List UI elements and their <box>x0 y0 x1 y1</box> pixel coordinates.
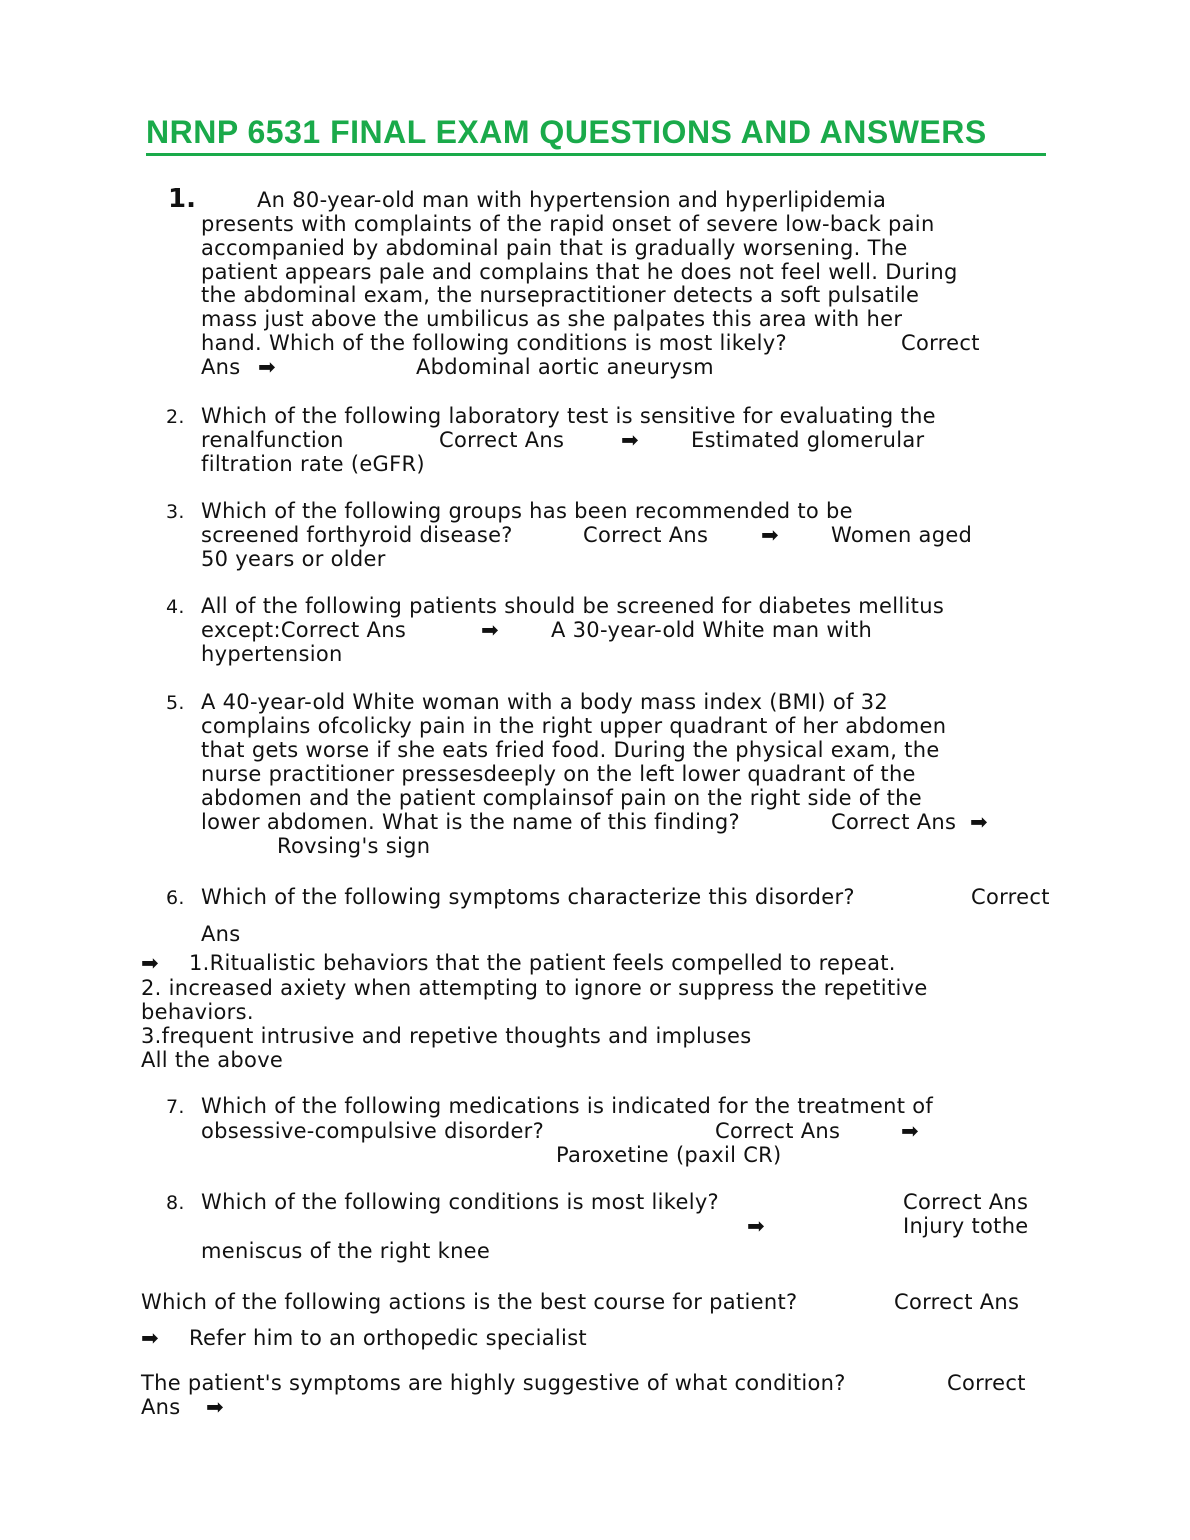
question-text: Which of the following actions is the best course for patient? <box>141 1290 798 1314</box>
answer-text: A 30-year-old White man with <box>551 618 873 642</box>
question-text: presents with complaints of the rapid onset of severe low-back pain <box>201 212 935 236</box>
correct-label: Correct <box>901 331 980 355</box>
question-number: 1. <box>168 184 196 214</box>
correct-label: Correct <box>971 885 1050 909</box>
ans-label: Ans <box>141 1395 181 1419</box>
correct-label: Correct Ans <box>894 1290 1020 1314</box>
arrow-icon: ➡ <box>970 810 988 834</box>
question-number: 3. <box>166 501 185 523</box>
arrow-icon: ➡ <box>761 523 779 547</box>
arrow-icon: ➡ <box>141 1326 159 1350</box>
arrow-icon: ➡ <box>901 1119 919 1143</box>
answer-text: Paroxetine (paxil CR) <box>556 1143 782 1167</box>
question-text: hand. Which of the following conditions is most likely? <box>201 331 787 355</box>
question-text: All of the following patients should be screened for diabetes mellitus <box>201 594 945 618</box>
answer-text: Women aged <box>831 523 973 547</box>
answer-text: Refer him to an orthopedic specialist <box>189 1326 587 1350</box>
question-text: An 80-year-old man with hypertension and hyperlipidemia <box>257 188 887 212</box>
question-text: Which of the following medications is indicated for the treatment of <box>201 1094 934 1118</box>
question-text: the abdominal exam, the nursepractitioner detects a soft pulsatile <box>201 283 920 307</box>
arrow-icon: ➡ <box>747 1214 765 1238</box>
arrow-icon: ➡ <box>258 355 276 379</box>
correct-label: Correct Ans <box>831 810 957 834</box>
question-number: 5. <box>166 692 185 714</box>
question-text: complains ofcolicky pain in the right upper quadrant of her abdomen <box>201 714 947 738</box>
answer-text: 2. increased axiety when attempting to ignore or suppress the repetitive <box>141 976 928 1000</box>
answer-text: 3.frequent intrusive and repetive thoughts and impluses <box>141 1024 752 1048</box>
question-text: that gets worse if she eats fried food. During the physical exam, the <box>201 738 940 762</box>
answer-text: meniscus of the right knee <box>201 1239 491 1263</box>
answer-text: 50 years or older <box>201 547 386 571</box>
question-text: accompanied by abdominal pain that is gradually worsening. The <box>201 236 908 260</box>
question-text: abdomen and the patient complainsof pain on the right side of the <box>201 786 922 810</box>
arrow-icon: ➡ <box>481 618 499 642</box>
question-number: 7. <box>166 1096 185 1118</box>
question-text: screened forthyroid disease? <box>201 523 513 547</box>
question-text: patient appears pale and complains that he does not feel well. During <box>201 260 958 284</box>
correct-label: Correct Ans <box>583 523 709 547</box>
ans-label: Ans <box>201 355 241 379</box>
question-text: The patient's symptoms are highly suggestive of what condition? <box>141 1371 846 1395</box>
correct-label: Correct Ans <box>903 1190 1029 1214</box>
correct-label: Correct Ans <box>715 1119 841 1143</box>
arrow-icon: ➡ <box>206 1395 224 1419</box>
answer-text: hypertension <box>201 642 343 666</box>
answer-text: 1.Ritualistic behaviors that the patient feels compelled to repeat. <box>189 951 896 975</box>
answer-text: behaviors. <box>141 1000 254 1024</box>
question-number: 8. <box>166 1192 185 1214</box>
answer-text: Injury tothe <box>903 1214 1029 1238</box>
question-text: Which of the following groups has been recommended to be <box>201 499 853 523</box>
question-number: 2. <box>166 406 185 428</box>
arrow-icon: ➡ <box>621 428 639 452</box>
question-text: nurse practitioner pressesdeeply on the left lower quadrant of the <box>201 762 916 786</box>
ans-label: Ans <box>201 922 241 946</box>
question-number: 6. <box>166 887 185 909</box>
answer-text: Abdominal aortic aneurysm <box>416 355 714 379</box>
question-text: obsessive-compulsive disorder? <box>201 1119 545 1143</box>
question-text: except:Correct Ans <box>201 618 407 642</box>
answer-text: Rovsing's sign <box>277 834 431 858</box>
question-text: Which of the following conditions is most likely? <box>201 1190 720 1214</box>
answer-text: Estimated glomerular <box>691 428 925 452</box>
correct-label: Correct <box>947 1371 1026 1395</box>
question-text: Which of the following symptoms characterize this disorder? <box>201 885 855 909</box>
question-text: A 40-year-old White woman with a body mass index (BMI) of 32 <box>201 690 889 714</box>
answer-text: filtration rate (eGFR) <box>201 452 425 476</box>
page-title: NRNP 6531 FINAL EXAM QUESTIONS AND ANSWERS <box>146 112 1046 156</box>
answer-text: All the above <box>141 1048 284 1072</box>
correct-label: Correct Ans <box>439 428 565 452</box>
question-text: mass just above the umbilicus as she palpates this area with her <box>201 307 903 331</box>
question-text: lower abdomen. What is the name of this finding? <box>201 810 740 834</box>
question-text: renalfunction <box>201 428 344 452</box>
question-number: 4. <box>166 596 185 618</box>
arrow-icon: ➡ <box>141 951 159 975</box>
question-text: Which of the following laboratory test is sensitive for evaluating the <box>201 404 936 428</box>
